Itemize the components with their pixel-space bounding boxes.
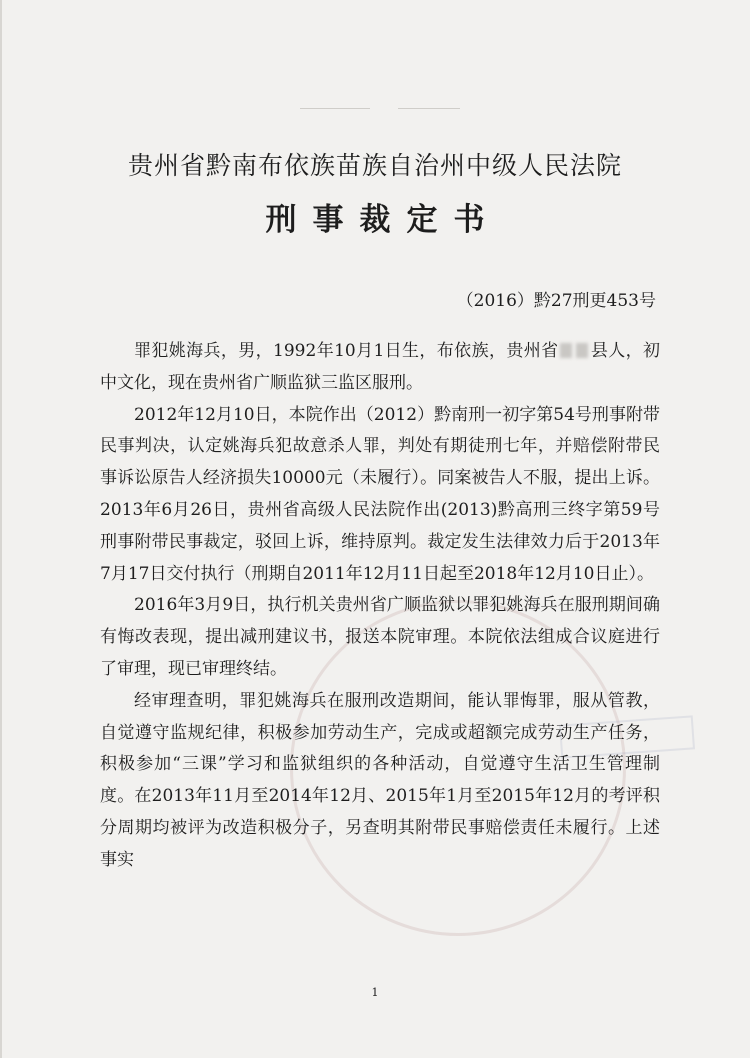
paragraph-text: 罪犯姚海兵，男，1992年10月1日生，布依族，贵州省 [134,341,559,361]
scan-mark [300,108,370,109]
paragraph-judgment-history: 2012年12月10日，本院作出（2012）黔南刑一初字第54号刑事附带民事判决，认定姚海兵犯故意杀人罪，判处有期徒刑七年，并赔偿附带民事诉讼原告人经济损失10000元（未履行）。同案被告人不服，提出上诉。2013年6月26日，贵州省高级人民法院作出(2013)黔高刑三终字第59号刑事附带民事裁定，驳回上诉，维持原判。裁定发生法律效力后于2013年7月17日交付执行（刑期自2011年12月11日起至2018年12月10日止）。 [100,404,660,584]
paragraph-commutation-proposal: 2016年3月9日，执行机关贵州省广顺监狱以罪犯姚海兵在服刑期间确有悔改表现，提出减刑建议书，报送本院审理。本院依法组成合议庭进行了审理，现已审理终结。 [100,595,660,679]
document-title: 刑事裁定书 [265,202,501,238]
case-number: （2016）黔27刑更453号 [456,291,656,311]
redacted-mark [576,343,588,358]
scan-mark [398,108,460,109]
paragraph-findings: 经审理查明，罪犯姚海兵在服刑改造期间，能认罪悔罪，服从管教，自觉遵守监规纪律，积极参加劳动生产，完成或超额完成劳动生产任务，积极参加“三课”学习和监狱组织的各种活动，自觉遵守生活卫生管理制度。在2013年11月至2014年12月、2015年1月至2015年12月的考评积分周期均被评为改造积极分子，另查明其附带民事赔偿责任未履行。上述事实 [100,690,660,870]
paragraph-defendant-info [100,336,660,400]
court-name: 贵州省黔南布依族苗族自治州中级人民法院 [127,151,622,180]
paragraph-text: 县人，初中文化，现在贵州省广顺监狱三监区服刑。 [100,341,660,393]
document-body [100,336,660,877]
redacted-mark [560,343,572,358]
page-number: 1 [371,986,379,999]
